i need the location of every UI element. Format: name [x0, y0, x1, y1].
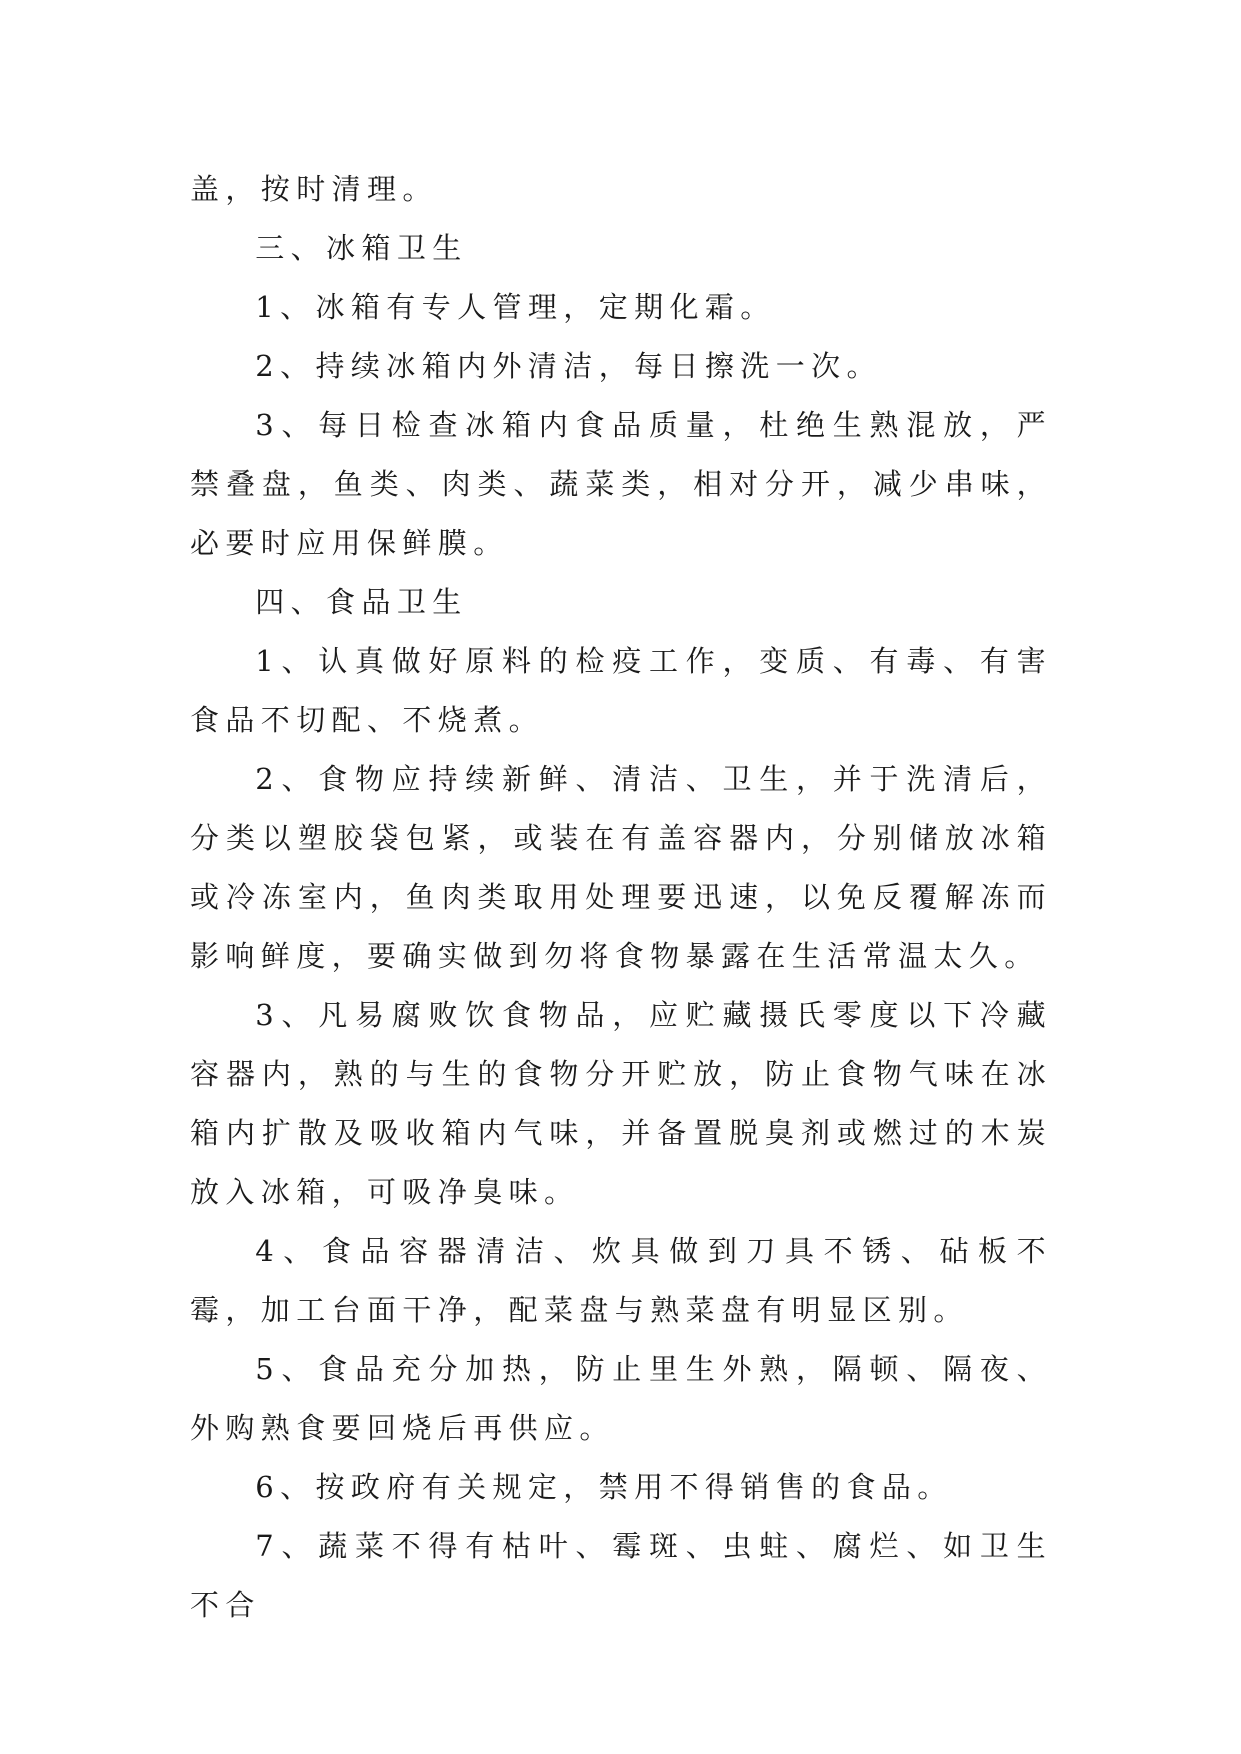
- paragraph-food-2: 2、食物应持续新鲜、清洁、卫生，并于洗清后，分类以塑胶袋包紧，或装在有盖容器内，分别储放冰箱或冷冻室内，鱼肉类取用处理要迅速，以免反覆解冻而影响鲜度，要确实做到勿将食物暴露在生活常温太久。: [190, 762, 1052, 973]
- document-body: [190, 160, 1052, 1635]
- section-heading-food-hygiene: 四、食品卫生: [255, 585, 468, 619]
- paragraph-food-1: 1、认真做好原料的检疫工作，变质、有毒、有害食品不切配、不烧煮。: [190, 644, 1052, 737]
- paragraph-fridge-1: 1、冰箱有专人管理，定期化霜。: [255, 290, 776, 324]
- paragraph-food-5: 5、食品充分加热，防止里生外熟，隔顿、隔夜、外购熟食要回烧后再供应。: [190, 1352, 1052, 1445]
- section-heading-fridge-hygiene: 三、冰箱卫生: [255, 231, 468, 265]
- paragraph-food-4: 4、食品容器清洁、炊具做到刀具不锈、砧板不霉，加工台面干净，配菜盘与熟菜盘有明显区别。: [190, 1234, 1052, 1327]
- paragraph-fridge-3: 3、每日检查冰箱内食品质量，杜绝生熟混放，严禁叠盘，鱼类、肉类、蔬菜类，相对分开，减少串味，必要时应用保鲜膜。: [190, 408, 1052, 560]
- paragraph-continuation: 盖，按时清理。: [190, 172, 438, 206]
- paragraph-fridge-2: 2、持续冰箱内外清洁，每日擦洗一次。: [255, 349, 882, 383]
- paragraph-food-3: 3、凡易腐败饮食物品，应贮藏摄氏零度以下冷藏容器内，熟的与生的食物分开贮放，防止食物气味在冰箱内扩散及吸收箱内气味，并备置脱臭剂或燃过的木炭放入冰箱，可吸净臭味。: [190, 998, 1052, 1209]
- paragraph-food-6: 6、按政府有关规定，禁用不得销售的食品。: [255, 1470, 953, 1504]
- paragraph-food-7: 7、蔬菜不得有枯叶、霉斑、虫蛀、腐烂、如卫生不合: [190, 1529, 1052, 1622]
